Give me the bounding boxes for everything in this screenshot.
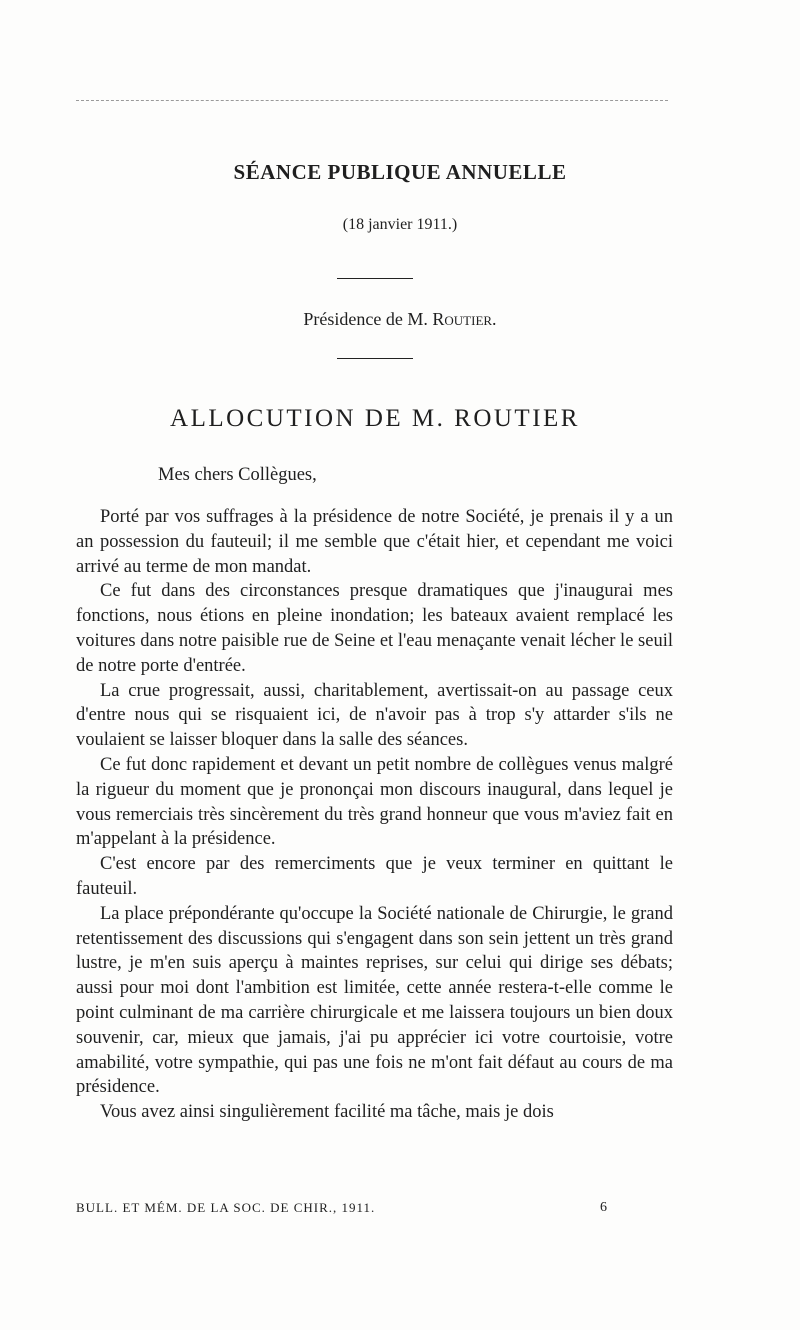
presidence-prefix: Présidence de M. <box>303 309 433 329</box>
paragraph: La crue progressait, aussi, charitablement, avertissait-on au passage ceux d'entre nous qui se risquaient ici, de n'avoir pas à trop s'y attarder s'ils ne voulaient se laisser bloquer dans la salle des séances. <box>76 680 673 751</box>
session-title: SÉANCE PUBLIQUE ANNUELLE <box>233 160 567 184</box>
paragraph: Ce fut donc rapidement et devant un petit nombre de collègues venus malgré la rigueur du moment que je prononçai mon discours inaugural, dans lequel je vous remerciais très sincèrement du très grand honneur que vous m'aviez fait en m'appelant à la présidence. <box>76 754 673 850</box>
separator-rule <box>337 358 413 359</box>
salutation: Mes chers Collègues, <box>158 465 317 485</box>
separator-rule <box>337 278 413 279</box>
paragraph: Porté par vos suffrages à la présidence de notre Société, je prenais il y a un an possession du fauteuil; il me semble que c'était hier, et cependant me voici arrivé au terme de mon mandat. <box>76 507 673 577</box>
paragraph: Ce fut dans des circonstances presque dramatiques que j'inaugurai mes fonctions, nous étions en pleine inondation; les bateaux avaient remplacé les voitures dans notre paisible rue de Seine et l'eau menaçante venait lécher le seuil de notre porte d'entrée. <box>76 581 673 676</box>
body-text <box>76 505 673 1125</box>
allocution-heading: ALLOCUTION DE M. ROUTIER <box>170 405 580 432</box>
paragraph: C'est encore par des remerciments que je veux terminer en quittant le fauteuil. <box>76 854 673 899</box>
running-footer: BULL. ET MÉM. DE LA SOC. DE CHIR., 1911. <box>76 1200 376 1215</box>
top-dashed-rule <box>76 100 668 101</box>
page-number: 6 <box>600 1200 607 1215</box>
paragraph: Vous avez ainsi singulièrement facilité ma tâche, mais je dois <box>100 1102 554 1123</box>
paragraph: La place prépondérante qu'occupe la Société nationale de Chirurgie, le grand retentissement des discussions qui s'engagent dans son sein jettent un très grand lustre, je m'en suis aperçu à maintes reprises, sur celui qui dirige ses débats; aussi pour moi dont l'ambition est limitée, cette année restera-t-elle comme le point culminant de ma carrière chirurgicale et me laissera toujours un bien doux souvenir, car, mieux que jamais, j'ai pu apprécier ici votre courtoisie, votre amabilité, votre sympathie, qui pas une fois ne m'ont fait défaut au cours de ma présidence. <box>76 903 673 1098</box>
presidence-line <box>0 306 800 332</box>
session-date: (18 janvier 1911.) <box>342 216 458 233</box>
president-name: Routier. <box>432 309 497 329</box>
